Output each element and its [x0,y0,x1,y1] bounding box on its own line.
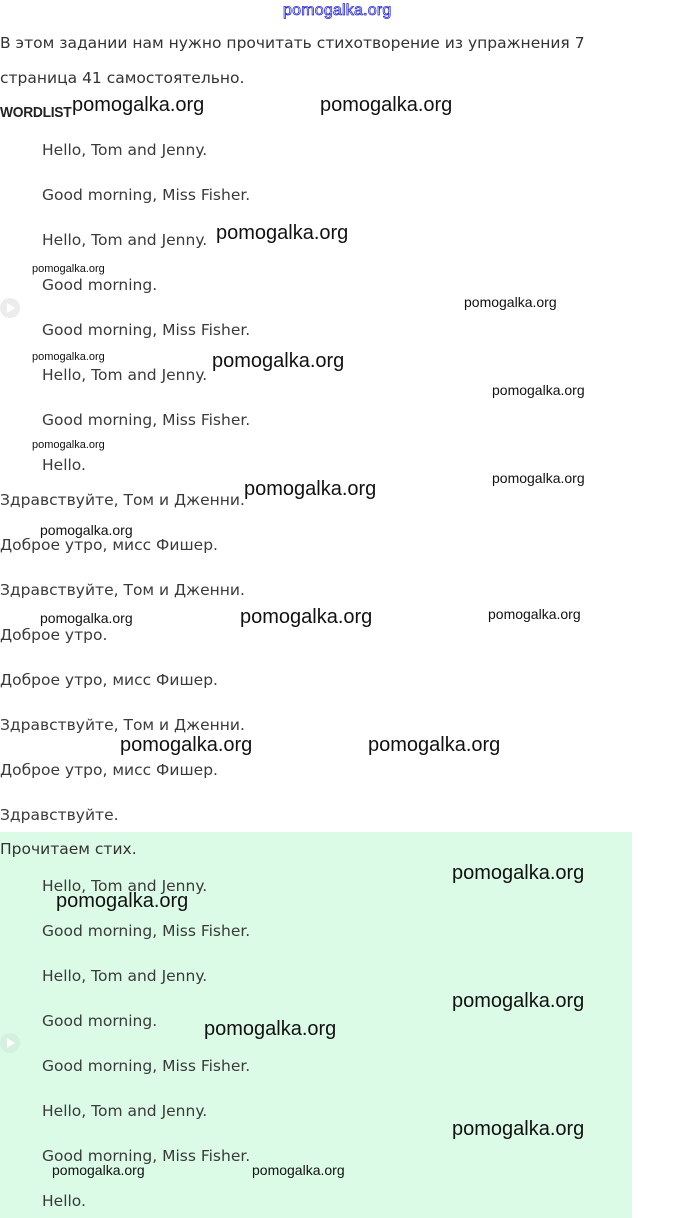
play-icon[interactable] [0,298,20,318]
read-line: Hello, Tom and Jenny. [42,967,208,985]
poem-line-en: Hello, Tom and Jenny. [42,231,208,249]
read-line: Good morning, Miss Fisher. [42,1147,251,1165]
poem-line-en: Hello, Tom and Jenny. [42,366,208,384]
poem-line-en: Hello, Tom and Jenny. [42,141,208,159]
read-line: Hello, Tom and Jenny. [42,1102,208,1120]
read-line: Hello, Tom and Jenny. [42,877,208,895]
poem-line-en: Good morning, Miss Fisher. [42,411,251,429]
poem-line-ru: Здравствуйте. [0,806,119,824]
poem-line-en: Good morning. [42,276,158,294]
watermark: pomogalka.org [452,1118,585,1140]
header-watermark: pomogalka.org [283,2,392,19]
watermark: pomogalka.org [212,350,345,372]
poem-line-ru: Доброе утро, мисс Фишер. [0,761,218,779]
watermark: pomogalka.org [452,862,585,884]
watermark: pomogalka.org [52,1162,145,1178]
poem-line-ru: Здравствуйте, Том и Дженни. [0,716,245,734]
watermark: pomogalka.org [56,890,189,912]
watermark: pomogalka.org [120,734,253,756]
intro-line-1: В этом задании нам нужно прочитать стихотворение из упражнения 7 [0,34,585,52]
poem-line-ru: Доброе утро. [0,626,108,644]
read-line: Good morning, Miss Fisher. [42,922,251,940]
watermark: pomogalka.org [216,222,349,244]
play-icon[interactable] [0,1033,20,1053]
watermark: pomogalka.org [252,1162,345,1178]
watermark: pomogalka.org [368,734,501,756]
poem-line-ru: Доброе утро, мисс Фишер. [0,671,218,689]
watermark: pomogalka.org [488,606,581,622]
poem-line-ru: Здравствуйте, Том и Дженни. [0,491,245,509]
read-line: Hello. [42,1192,86,1210]
read-line: Good morning. [42,1012,158,1030]
watermark: pomogalka.org [240,606,373,628]
watermark: pomogalka.org [464,294,557,310]
watermark: pomogalka.org [204,1018,337,1040]
poem-line-en: Good morning, Miss Fisher. [42,186,251,204]
watermark: pomogalka.org [492,382,585,398]
poem-line-ru: Здравствуйте, Том и Дженни. [0,581,245,599]
intro-line-2: страница 41 самостоятельно. [0,69,245,87]
wordlist-heading: WORDLIST [0,104,72,121]
poem-line-en: Good morning, Miss Fisher. [42,321,251,339]
watermark: pomogalka.org [32,263,105,275]
watermark: pomogalka.org [40,522,133,538]
poem-line-en: Hello. [42,456,86,474]
read-line: Good morning, Miss Fisher. [42,1057,251,1075]
watermark: pomogalka.org [32,351,105,363]
watermark: pomogalka.org [244,478,377,500]
watermark: pomogalka.org [320,94,453,116]
watermark: pomogalka.org [492,470,585,486]
watermark: pomogalka.org [72,94,205,116]
watermark: pomogalka.org [32,439,105,451]
watermark: pomogalka.org [452,990,585,1012]
poem-line-ru: Доброе утро, мисс Фишер. [0,536,218,554]
read-section-title: Прочитаем стих. [0,840,137,858]
watermark: pomogalka.org [40,610,133,626]
